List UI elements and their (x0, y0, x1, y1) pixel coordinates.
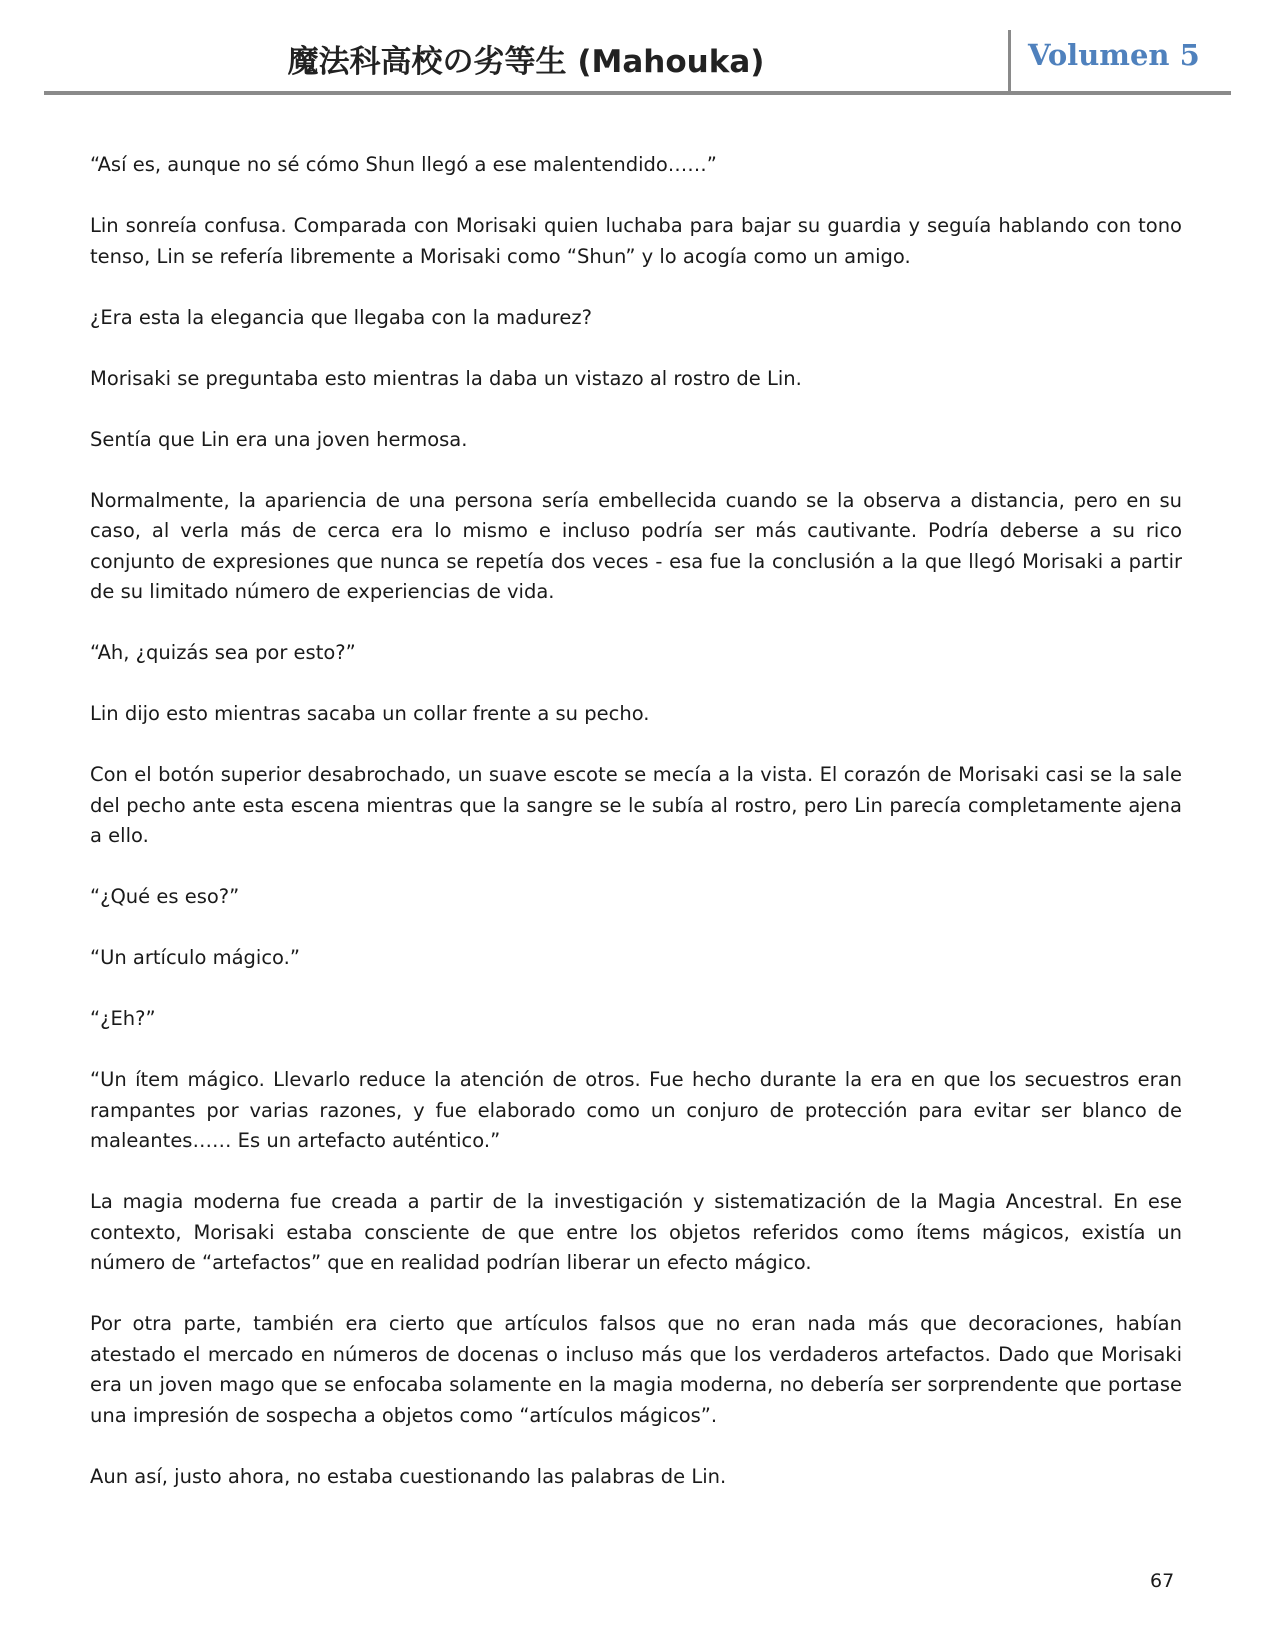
paragraph: Por otra parte, también era cierto que artículos falsos que no eran nada más que decoraciones, habían atestado el mercado en números de docenas o incluso más que los verdaderos artefactos. Dado que Morisaki era un joven mago que se enfocaba solamente en la magia moderna, no debería ser sorprendente que portase una impresión de sospecha a objetos como “artículos mágicos”. (90, 1312, 1182, 1427)
paragraph: Lin dijo esto mientras sacaba un collar frente a su pecho. (90, 702, 650, 725)
paragraph: “Ah, ¿quizás sea por esto?” (90, 641, 356, 664)
paragraph: Morisaki se preguntaba esto mientras la daba un vistazo al rostro de Lin. (90, 366, 802, 390)
paragraph: Normalmente, la apariencia de una persona sería embellecida cuando se la observa a distancia, pero en su caso, al verla más de cerca era lo mismo e incluso podría ser más cautivante. Podría deberse a su rico conjunto de expresiones que nunca se repetía dos veces - esa fue la conclusión a la que llegó Morisaki a partir de su limitado número de experiencias de vida. (90, 488, 1182, 603)
paragraph: “¿Eh?” (90, 1007, 156, 1030)
page-header (44, 28, 1229, 92)
paragraph: “Un ítem mágico. Llevarlo reduce la atención de otros. Fue hecho durante la era en que los secuestros eran rampantes por varias razones, y fue elaborado como un conjuro de protección para evitar ser blanco de maleantes…… Es un artefacto auténtico.” (90, 1068, 1182, 1152)
paragraph: Sentía que Lin era una joven hermosa. (90, 427, 468, 451)
header-divider (1008, 30, 1011, 92)
paragraph: Con el botón superior desabrochado, un suave escote se mecía a la vista. El corazón de Morisaki casi se la sale del pecho ante esta escena mientras que la sangre se le subía al rostro, pero Lin parecía completamente ajena a ello. (90, 763, 1182, 847)
volume-label: Volumen 5 (1028, 38, 1200, 72)
page-number: 67 (1150, 1570, 1175, 1592)
paragraph: ¿Era esta la elegancia que llegaba con la madurez? (90, 305, 592, 329)
paragraph: “Un artículo mágico.” (90, 946, 300, 969)
paragraph: Aun así, justo ahora, no estaba cuestionando las palabras de Lin. (90, 1464, 727, 1488)
paragraph: Lin sonreía confusa. Comparada con Morisaki quien luchaba para bajar su guardia y seguía hablando con tono tenso, Lin se refería libremente a Morisaki como “Shun” y lo acogía como un amigo. (90, 214, 1182, 268)
body-text (90, 150, 1182, 1523)
paragraph: “Así es, aunque no sé cómo Shun llegó a ese malentendido……” (90, 153, 717, 176)
paragraph: “¿Qué es eso?” (90, 885, 240, 908)
paragraph: La magia moderna fue creada a partir de la investigación y sistematización de la Magia Ancestral. En ese contexto, Morisaki estaba consciente de que entre los objetos referidos como ítems mágicos, existía un número de “artefactos” que en realidad podrían liberar un efecto mágico. (90, 1190, 1182, 1274)
header-rule (44, 91, 1231, 95)
series-title: 魔法科高校の劣等生 (Mahouka) (287, 44, 765, 80)
